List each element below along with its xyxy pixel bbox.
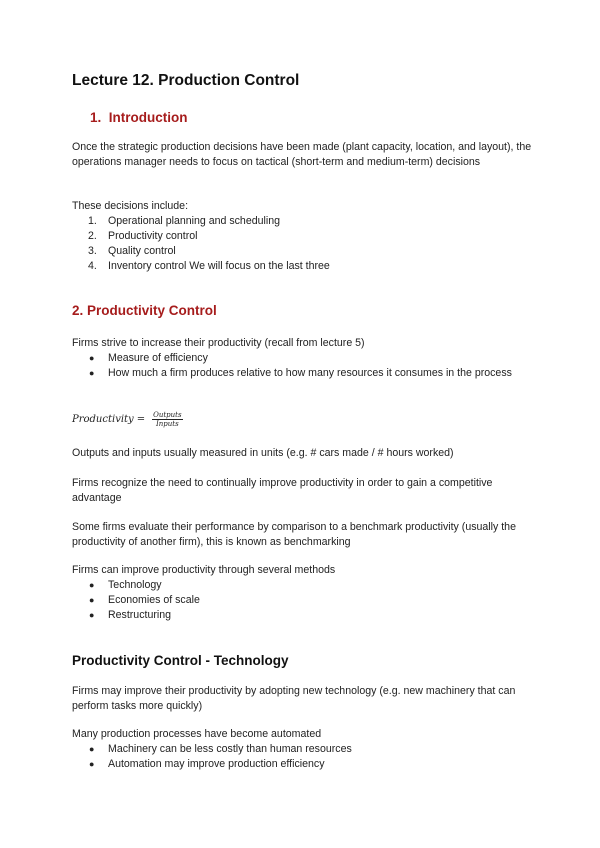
- list-item: ● Economies of scale: [89, 594, 200, 606]
- units-paragraph: Outputs and inputs usually measured in units (e.g. # cars made / # hours worked): [72, 447, 454, 459]
- methods-paragraph: Firms can improve productivity through several methods: [72, 564, 336, 576]
- benchmark-paragraph: Some firms evaluate their performance by comparison to a benchmark productivity (usually the productivity of another firm), this is known as benchmarking: [72, 521, 516, 548]
- document-title: Lecture 12. Production Control: [72, 72, 300, 89]
- formula-equals: =: [136, 414, 146, 425]
- automation-paragraph: Many production processes have become automated: [72, 728, 322, 740]
- bullet-icon: ●: [89, 610, 95, 620]
- list-item: ● How much a firm produces relative to how many resources it consumes in the process: [89, 367, 512, 379]
- formula-fraction: [152, 411, 182, 428]
- decisions-list: [72, 214, 532, 274]
- productivity-bullets: [72, 351, 532, 381]
- methods-bullets: [72, 578, 532, 623]
- decisions-intro: These decisions include:: [72, 200, 189, 212]
- bullet-icon: ●: [89, 580, 95, 590]
- list-item: ● Restructuring: [89, 609, 171, 621]
- section-heading-introduction: [90, 110, 188, 125]
- bullet-icon: ●: [89, 595, 95, 605]
- formula-numerator: Outputs: [153, 411, 182, 419]
- automation-bullets: [72, 742, 532, 772]
- formula-lhs: Productivity: [72, 414, 134, 425]
- list-item: 1. Operational planning and scheduling: [88, 215, 280, 227]
- section-number: 1.: [90, 110, 102, 125]
- bullet-icon: ●: [89, 759, 95, 769]
- list-item: ● Technology: [89, 579, 162, 591]
- improve-paragraph: Firms recognize the need to continually improve productivity in order to gain a competitive advantage: [72, 477, 493, 504]
- bullet-icon: ●: [89, 744, 95, 754]
- section-heading-technology: Productivity Control - Technology: [72, 653, 289, 668]
- intro-paragraph: Once the strategic production decisions have been made (plant capacity, location, and layout), the operations manager needs to focus on tactical (short-term and medium-term) decisions: [72, 141, 532, 168]
- list-item: ● Machinery can be less costly than human resources: [89, 743, 352, 755]
- section-title: Introduction: [108, 110, 188, 125]
- section-heading-productivity-control: 2. Productivity Control: [72, 303, 217, 318]
- list-item: 2. Productivity control: [88, 230, 198, 242]
- technology-paragraph: Firms may improve their productivity by adopting new technology (e.g. new machinery that can perform tasks more quickly): [72, 685, 516, 712]
- bullet-icon: ●: [89, 353, 95, 363]
- list-item: ● Measure of efficiency: [89, 352, 208, 364]
- list-item: ● Automation may improve production efficiency: [89, 758, 325, 770]
- formula-denominator: Inputs: [156, 420, 179, 428]
- productivity-paragraph: Firms strive to increase their productivity (recall from lecture 5): [72, 337, 365, 349]
- list-item: 3. Quality control: [88, 245, 176, 257]
- bullet-icon: ●: [89, 368, 95, 378]
- productivity-formula: [72, 411, 183, 428]
- list-item: 4. Inventory control We will focus on the last three: [88, 260, 330, 272]
